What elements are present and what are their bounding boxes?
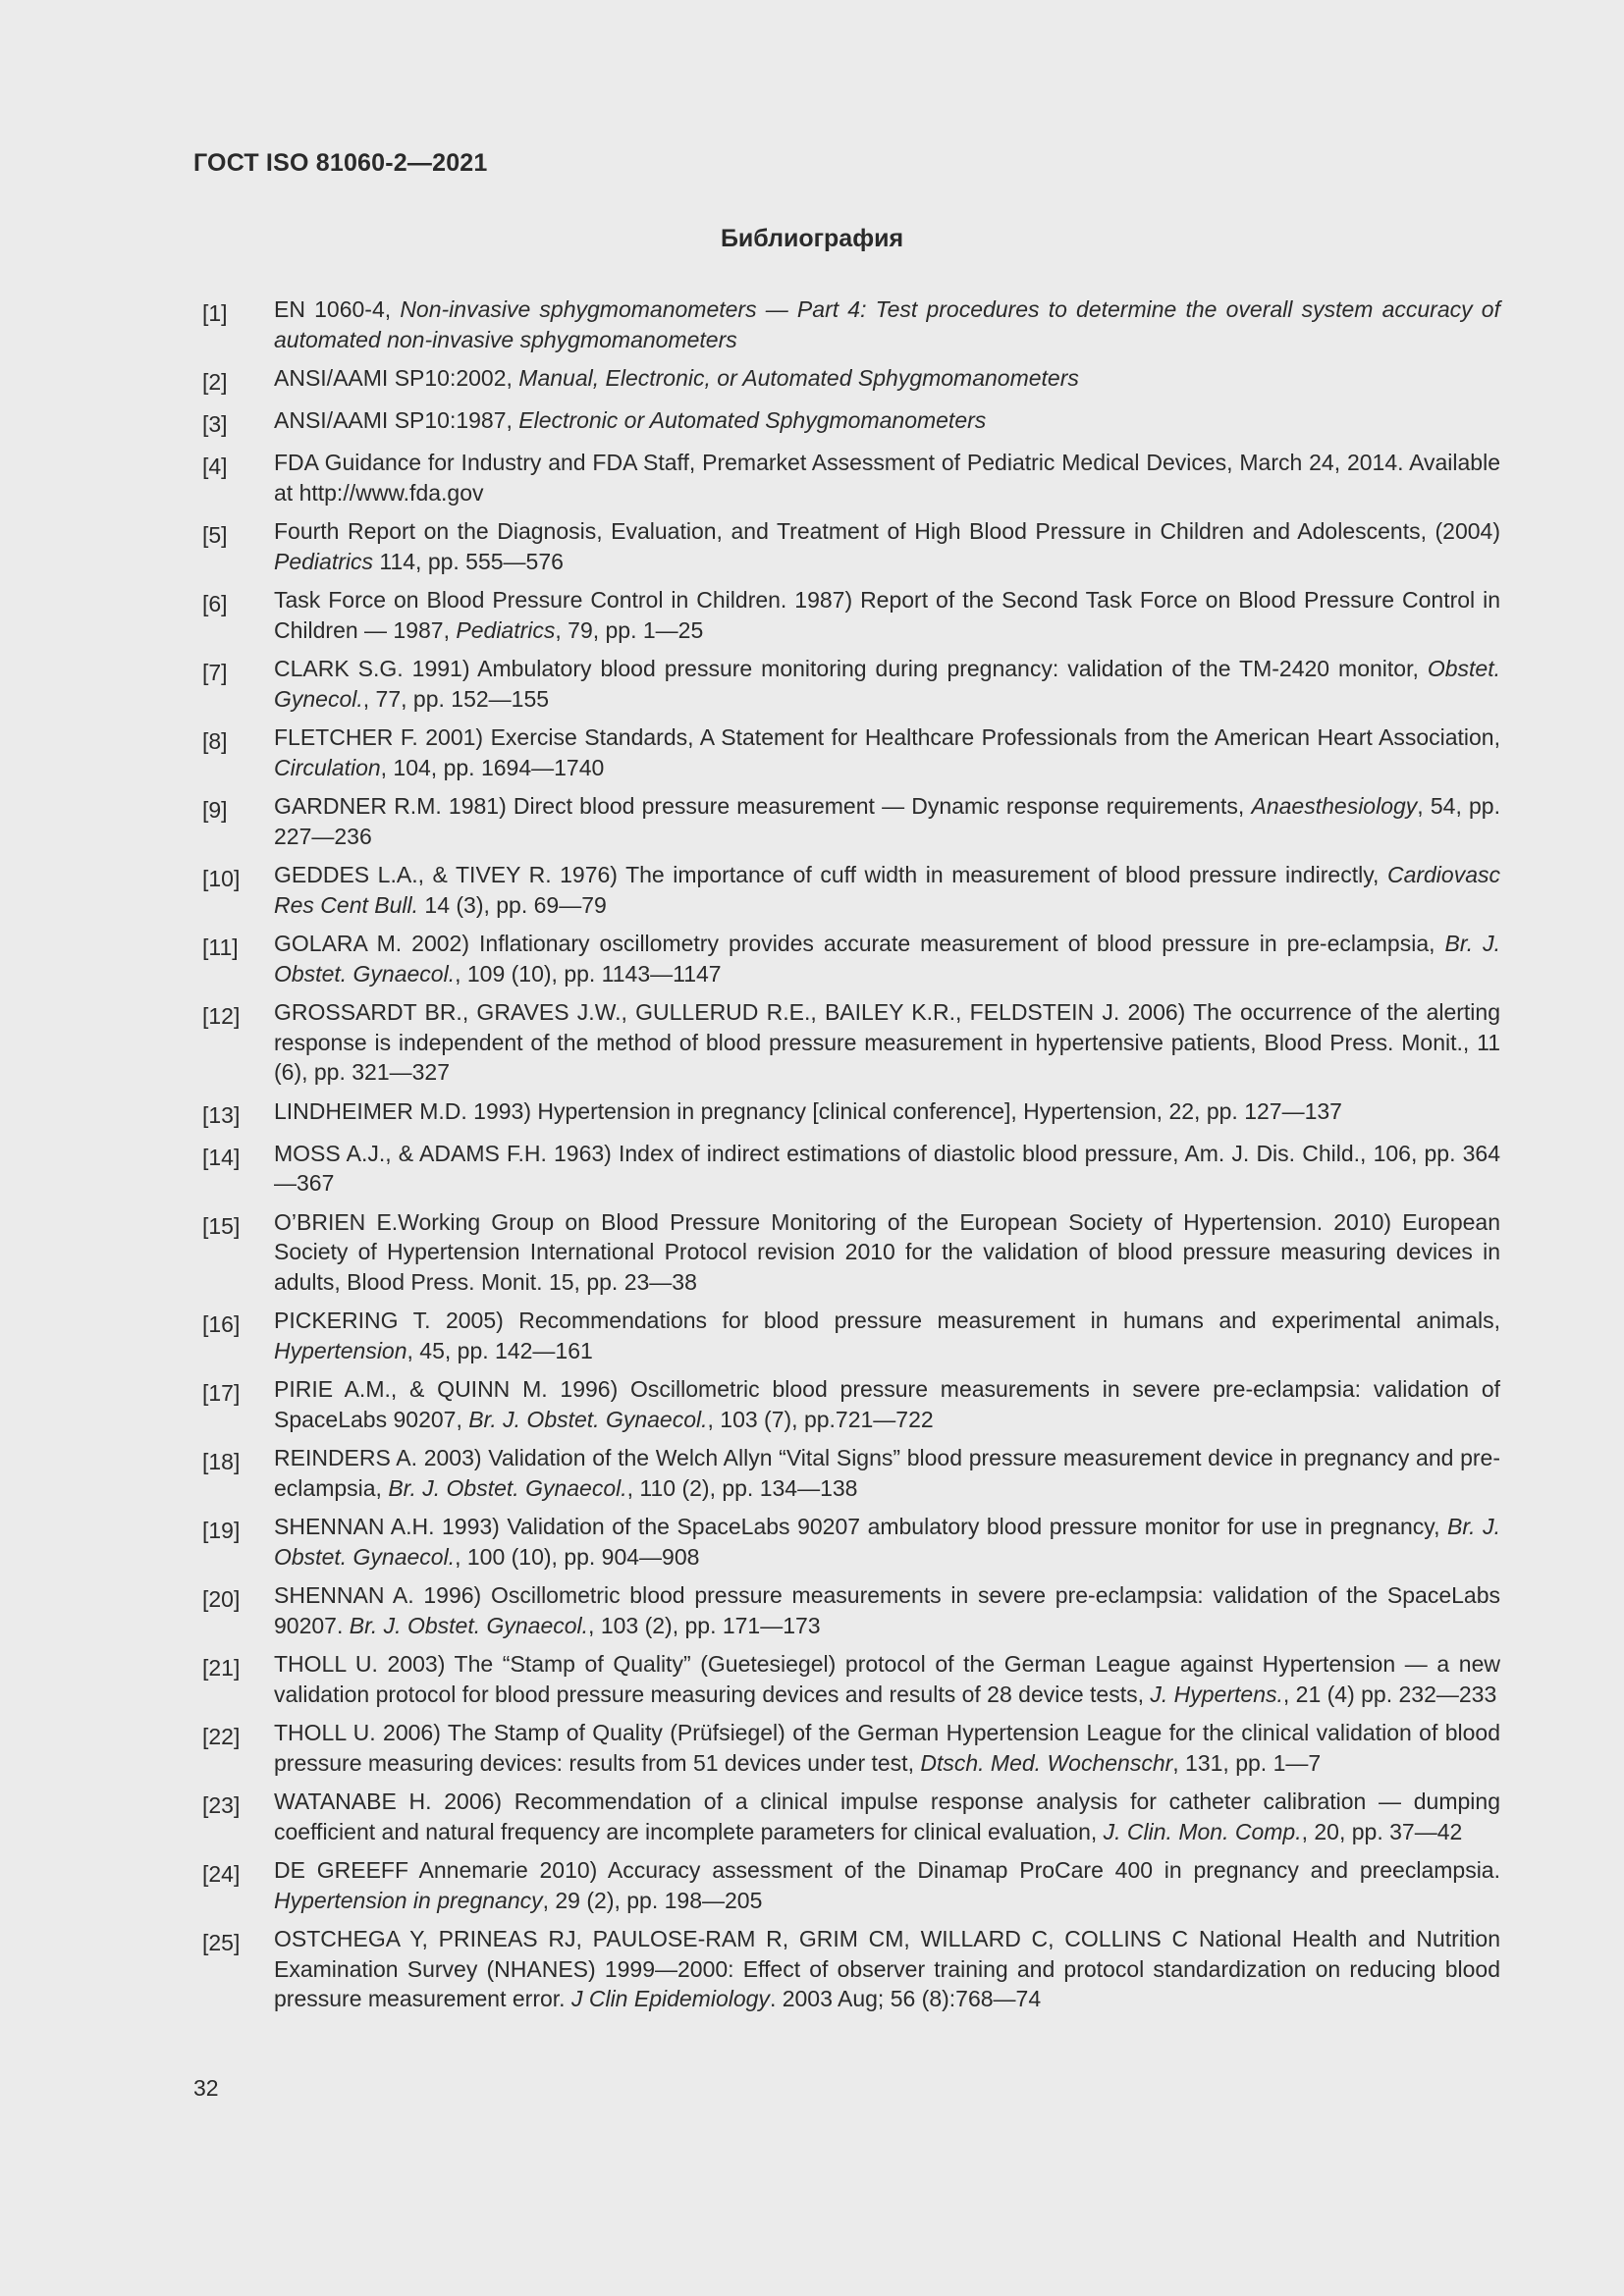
reference-item — [202, 791, 1500, 851]
reference-item — [202, 585, 1500, 645]
reference-title-italic: Electronic or Automated Sphygmomanometers — [518, 407, 987, 433]
reference-text-segment: SHENNAN A. 1996) Oscillometric blood pressure measurements in severe pre-eclampsia: validation of the SpaceLabs 90207. — [274, 1582, 1500, 1638]
reference-title-italic: Circulation — [274, 754, 381, 780]
reference-text-segment: ANSI/AAMI SP10:1987, — [274, 407, 519, 433]
reference-number: [20] — [202, 1586, 241, 1612]
reference-item — [202, 1787, 1500, 1846]
reference-number: [7] — [202, 660, 228, 685]
reference-number: [25] — [202, 1930, 241, 1955]
reference-text-segment: GROSSARDT BR., GRAVES J.W., GULLERUD R.E., BAILEY K.R., FELDSTEIN J. 2006) The occurrence of the alerting response is independent of the method of blood pressure measurement in hypertensive patients, Blood Press. Monit., 11 (6), pp. 321—327 — [274, 999, 1500, 1085]
reference-item — [202, 448, 1500, 507]
reference-title-italic: Manual, Electronic, or Automated Sphygmomanometers — [518, 365, 1079, 391]
reference-list — [202, 294, 1500, 2023]
reference-text-segment: SHENNAN A.H. 1993) Validation of the SpaceLabs 90207 ambulatory blood pressure monitor for use in pregnancy, — [274, 1514, 1448, 1539]
reference-title-italic: Hypertension — [274, 1337, 407, 1363]
reference-text-segment: REINDERS A. 2003) Validation of the Welch Allyn “Vital Signs” blood pressure measurement device in pregnancy and pre-eclampsia, — [274, 1445, 1500, 1501]
reference-number: [19] — [202, 1518, 241, 1543]
reference-text-segment: , 45, pp. 142—161 — [406, 1337, 593, 1363]
reference-title-italic: J Clin Epidemiology — [570, 1986, 770, 2011]
reference-item — [202, 1374, 1500, 1434]
reference-text-segment: FDA Guidance for Industry and FDA Staff, Premarket Assessment of Pediatric Medical Devices, March 24, 2014. Available at http://www.fda.gov — [274, 450, 1500, 506]
reference-number: [23] — [202, 1792, 241, 1818]
reference-text — [274, 363, 1500, 397]
reference-text — [274, 791, 1500, 851]
reference-number: [8] — [202, 728, 228, 754]
reference-text-segment: , 110 (2), pp. 134—138 — [626, 1474, 858, 1501]
reference-item — [202, 294, 1500, 354]
reference-title-italic: Hypertension in pregnancy — [274, 1887, 543, 1913]
reference-title-italic: Anaesthesiology — [1251, 793, 1418, 819]
reference-text-segment: Task Force on Blood Pressure Control in Children. 1987) Report of the Second Task Force on Blood Pressure Control in Children — 1987, — [274, 587, 1500, 643]
reference-text — [274, 1787, 1500, 1846]
reference-text-segment: PICKERING T. 2005) Recommendations for blood pressure measurement in humans and experimental animals, — [274, 1308, 1500, 1333]
reference-title-italic: Pediatrics — [274, 548, 373, 574]
reference-number: [5] — [202, 522, 228, 548]
reference-text-segment: GEDDES L.A., & TIVEY R. 1976) The importance of cuff width in measurement of blood pressure indirectly, — [274, 862, 1387, 887]
reference-text-segment: Fourth Report on the Diagnosis, Evaluation, and Treatment of High Blood Pressure in Children and Adolescents, (2004) — [274, 518, 1500, 544]
reference-text — [274, 997, 1500, 1088]
reference-number: [18] — [202, 1449, 241, 1474]
reference-item — [202, 1096, 1500, 1130]
reference-text — [274, 1374, 1500, 1434]
reference-text — [274, 929, 1500, 988]
reference-text — [274, 1855, 1500, 1915]
reference-item — [202, 929, 1500, 988]
reference-text-segment: , 21 (4) pp. 232—233 — [1282, 1681, 1497, 1707]
reference-number: [17] — [202, 1380, 241, 1406]
reference-item — [202, 1649, 1500, 1709]
reference-title-italic: J. Clin. Mon. Comp. — [1103, 1818, 1302, 1844]
reference-item — [202, 363, 1500, 397]
section-title: Библиография — [720, 225, 904, 252]
reference-text-segment: MOSS A.J., & ADAMS F.H. 1963) Index of indirect estimations of diastolic blood pressure, Am. J. Dis. Child., 106, pp. 364—367 — [274, 1140, 1500, 1196]
reference-text — [274, 1306, 1500, 1365]
reference-title-italic: Pediatrics — [456, 616, 556, 643]
reference-text-segment: , 103 (7), pp.721—722 — [707, 1406, 934, 1432]
page-number: 32 — [193, 2075, 219, 2101]
reference-title-italic: Non-invasive sphygmomanometers — Part 4: Test procedures to determine the overall system accuracy of automated non-invasive sphygmomanometers — [274, 296, 1500, 352]
reference-item — [202, 1580, 1500, 1640]
reference-text — [274, 1649, 1500, 1709]
reference-text-segment: . 2003 Aug; 56 (8):768—74 — [769, 1986, 1042, 2011]
reference-text — [274, 1443, 1500, 1503]
reference-text — [274, 722, 1500, 782]
reference-text-segment: , 103 (2), pp. 171—173 — [588, 1612, 821, 1638]
reference-text — [274, 585, 1500, 645]
reference-number: [4] — [202, 454, 228, 479]
reference-text-segment: , 79, pp. 1—25 — [555, 616, 704, 643]
reference-text — [274, 860, 1500, 920]
document-header: ГОСТ ISO 81060-2—2021 — [193, 149, 488, 177]
reference-item — [202, 1512, 1500, 1572]
reference-number: [1] — [202, 300, 228, 326]
reference-number: [24] — [202, 1861, 241, 1887]
reference-text-segment: O’BRIEN E.Working Group on Blood Pressure Monitoring of the European Society of Hypertension. 2010) European Society of Hypertension International Protocol revision 2010 for the validation of blood pressure measuring devices in adults, Blood Press. Monit. 15, pp. 23—38 — [274, 1208, 1500, 1295]
reference-text-segment: OSTCHEGA Y, PRINEAS RJ, PAULOSE-RAM R, GRIM CM, WILLARD C, COLLINS C National Health and Nutrition Examination Survey (NHANES) 1999—2000: Effect of observer training and protocol standardization on reducing blood pressure measurement error. — [274, 1926, 1500, 2011]
reference-number: [22] — [202, 1724, 241, 1749]
reference-text — [274, 1207, 1500, 1298]
reference-number: [13] — [202, 1101, 241, 1128]
reference-item — [202, 654, 1500, 714]
reference-item — [202, 1207, 1500, 1298]
reference-title-italic: Br. J. Obstet. Gynaecol. — [274, 931, 1500, 987]
reference-title-italic: Dtsch. Med. Wochenschr — [920, 1749, 1173, 1776]
reference-number: [21] — [202, 1655, 241, 1681]
reference-text-segment: FLETCHER F. 2001) Exercise Standards, A Statement for Healthcare Professionals from the American Heart Association, — [274, 724, 1500, 750]
reference-text-segment: GOLARA M. 2002) Inflationary oscillometry provides accurate measurement of blood pressure in pre-eclampsia, — [274, 931, 1445, 956]
reference-text — [274, 448, 1500, 507]
reference-title-italic: Br. J. Obstet. Gynaecol. — [349, 1612, 589, 1638]
reference-number: [15] — [202, 1212, 241, 1239]
reference-text-segment: , 104, pp. 1694—1740 — [380, 754, 605, 780]
reference-text-segment: , 131, pp. 1—7 — [1172, 1749, 1322, 1776]
reference-number: [14] — [202, 1144, 241, 1170]
reference-text-segment: 114, pp. 555—576 — [372, 548, 564, 574]
reference-item — [202, 1306, 1500, 1365]
reference-number: [11] — [202, 934, 239, 960]
reference-item — [202, 1924, 1500, 2014]
reference-text — [274, 654, 1500, 714]
reference-item — [202, 722, 1500, 782]
reference-text — [274, 1096, 1500, 1130]
reference-item — [202, 405, 1500, 439]
reference-text-segment: , 109 (10), pp. 1143—1147 — [455, 960, 722, 987]
reference-title-italic: Br. J. Obstet. Gynaecol. — [468, 1406, 708, 1432]
reference-text-segment: 14 (3), pp. 69—79 — [418, 891, 607, 918]
reference-item — [202, 1139, 1500, 1199]
reference-item — [202, 1855, 1500, 1915]
reference-text-segment: , 20, pp. 37—42 — [1301, 1818, 1463, 1844]
reference-text-segment: THOLL U. 2003) The “Stamp of Quality” (Guetesiegel) protocol of the German League against Hypertension — a new validation protocol for blood pressure measuring devices and results of 28 device tests, — [274, 1651, 1500, 1707]
reference-title-italic: Br. J. Obstet. Gynaecol. — [274, 1514, 1500, 1570]
reference-text-segment: , 54, pp. 227—236 — [274, 793, 1500, 849]
reference-text — [274, 1512, 1500, 1572]
reference-text — [274, 405, 1500, 439]
reference-item — [202, 1443, 1500, 1503]
reference-text-segment: DE GREEFF Annemarie 2010) Accuracy assessment of the Dinamap ProCare 400 in pregnancy and preeclampsia. — [274, 1857, 1500, 1883]
reference-text-segment: , 100 (10), pp. 904—908 — [455, 1543, 700, 1570]
reference-title-italic: Cardiovasc Res Cent Bull. — [274, 862, 1500, 918]
reference-text-segment: WATANABE H. 2006) Recommendation of a clinical impulse response analysis for catheter calibration — dumping coefficient and natural frequency are incomplete parameters for clinical evaluation, — [274, 1789, 1500, 1844]
reference-item — [202, 997, 1500, 1088]
reference-number: [16] — [202, 1311, 241, 1337]
reference-item — [202, 516, 1500, 576]
reference-number: [6] — [202, 591, 228, 616]
reference-number: [9] — [202, 797, 228, 823]
reference-item — [202, 1718, 1500, 1778]
reference-text — [274, 294, 1500, 354]
reference-text-segment: , 29 (2), pp. 198—205 — [542, 1887, 763, 1913]
reference-text-segment: PIRIE A.M., & QUINN M. 1996) Oscillometric blood pressure measurements in severe pre-eclampsia: validation of SpaceLabs 90207, — [274, 1376, 1500, 1432]
reference-text-segment: , 77, pp. 152—155 — [362, 685, 550, 712]
reference-title-italic: Br. J. Obstet. Gynaecol. — [388, 1474, 627, 1501]
reference-text-segment: ANSI/AAMI SP10:2002, — [274, 365, 519, 391]
reference-number: [2] — [202, 369, 228, 395]
reference-text — [274, 1580, 1500, 1640]
reference-text-segment: LINDHEIMER M.D. 1993) Hypertension in pregnancy [clinical conference], Hypertension, 22, pp. 127—137 — [274, 1097, 1342, 1124]
reference-text — [274, 1718, 1500, 1778]
reference-text-segment: CLARK S.G. 1991) Ambulatory blood pressure monitoring during pregnancy: validation of the TM-2420 monitor, — [274, 656, 1428, 681]
reference-text — [274, 1924, 1500, 2014]
reference-text-segment: EN 1060-4, — [274, 296, 401, 322]
reference-number: [3] — [202, 411, 228, 437]
reference-text — [274, 516, 1500, 576]
reference-text-segment: GARDNER R.M. 1981) Direct blood pressure measurement — Dynamic response requirements, — [274, 793, 1252, 819]
reference-item — [202, 860, 1500, 920]
reference-text-segment: THOLL U. 2006) The Stamp of Quality (Prüfsiegel) of the German Hypertension League for the clinical validation of blood pressure measuring devices: results from 51 devices under test, — [274, 1720, 1500, 1776]
reference-number: [10] — [202, 866, 241, 891]
reference-title-italic: J. Hypertens. — [1150, 1681, 1283, 1707]
reference-text — [274, 1139, 1500, 1199]
reference-title-italic: Obstet. Gynecol. — [274, 656, 1500, 712]
reference-number: [12] — [202, 1003, 241, 1029]
